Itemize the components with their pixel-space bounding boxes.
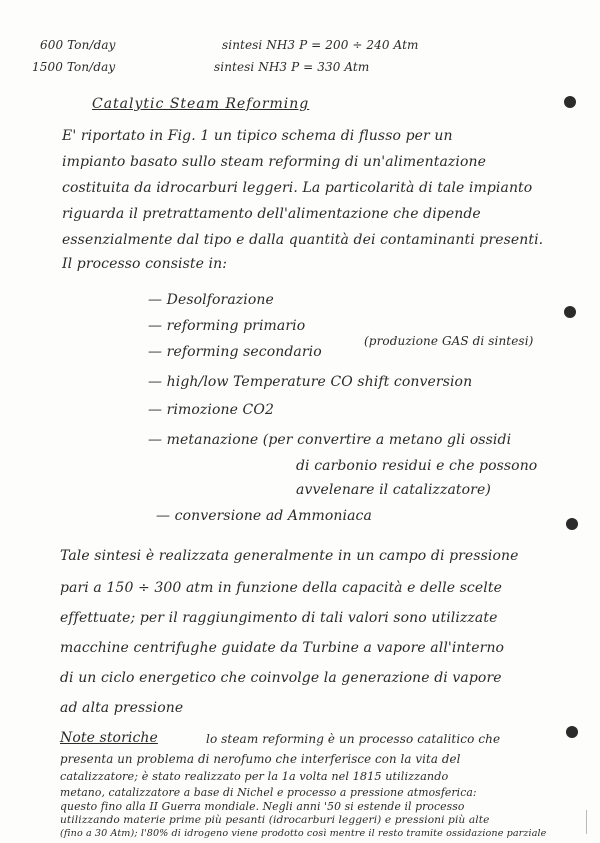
synthesis-line-2: pari a 150 ÷ 300 atm in funzione della capacità e delle scelte bbox=[60, 580, 502, 596]
step-ammoniaca: — conversione ad Ammoniaca bbox=[156, 508, 372, 524]
notes-line-1: lo steam reforming è un processo catalitico che bbox=[206, 732, 501, 746]
intro-line-3: costituita da idrocarburi leggeri. La particolarità di tale impianto bbox=[62, 180, 533, 196]
margin-mark bbox=[586, 810, 587, 834]
step-metanazione-cont-1: di carbonio residui e che possono bbox=[296, 458, 538, 474]
step-metanazione-cont-2: avvelenare il catalizzatore) bbox=[296, 482, 491, 498]
synthesis-line-4: macchine centrifughe guidate da Turbine a vapore all'interno bbox=[60, 640, 505, 656]
synthesis-line-1: Tale sintesi è realizzata generalmente in un campo di pressione bbox=[60, 548, 519, 564]
step-metanazione: — metanazione (per convertire a metano gli ossidi bbox=[148, 432, 512, 448]
notes-line-4: metano, catalizzatore a base di Nichel e processo a pressione atmosferica: bbox=[60, 786, 477, 799]
notes-label: Note storiche bbox=[60, 730, 158, 746]
notes-line-2: presenta un problema di nerofumo che interferisce con la vita del bbox=[60, 752, 461, 766]
step-rimozione-co2: — rimozione CO2 bbox=[148, 402, 274, 418]
step-shift-conversion: — high/low Temperature CO shift conversion bbox=[148, 374, 473, 390]
header-line-1-left: 600 Ton/day bbox=[40, 38, 116, 52]
step-reforming-secondario: — reforming secondario bbox=[148, 344, 322, 360]
synthesis-line-6: ad alta pressione bbox=[60, 700, 184, 716]
notes-line-3: catalizzatore; è stato realizzato per la 1a volta nel 1815 utilizzando bbox=[60, 770, 449, 783]
section-title: Catalytic Steam Reforming bbox=[92, 96, 310, 112]
step-desolforazione: — Desolforazione bbox=[148, 292, 274, 308]
intro-line-6: Il processo consiste in: bbox=[62, 256, 228, 272]
notes-line-6: utilizzando materie prime più pesanti (idrocarburi leggeri) e pressioni più alte bbox=[60, 814, 490, 826]
bracket-note: (produzione GAS di sintesi) bbox=[364, 334, 534, 348]
punch-hole-3 bbox=[566, 518, 578, 530]
punch-hole-1 bbox=[564, 96, 576, 108]
header-line-1-right: sintesi NH3 P = 200 ÷ 240 Atm bbox=[222, 38, 419, 52]
header-line-2-right: sintesi NH3 P = 330 Atm bbox=[214, 60, 370, 74]
intro-line-5: essenzialmente dal tipo e dalla quantità dei contaminanti presenti. bbox=[62, 232, 544, 248]
header-line-2-left: 1500 Ton/day bbox=[32, 60, 116, 74]
synthesis-line-5: di un ciclo energetico che coinvolge la generazione di vapore bbox=[60, 670, 502, 686]
intro-line-4: riguarda il pretrattamento dell'alimentazione che dipende bbox=[62, 206, 481, 222]
synthesis-line-3: effettuate; per il raggiungimento di tali valori sono utilizzate bbox=[60, 610, 498, 626]
notes-line-5: questo fino alla II Guerra mondiale. Negli anni '50 si estende il processo bbox=[60, 800, 465, 813]
intro-line-2: impianto basato sullo steam reforming di un'alimentazione bbox=[62, 154, 486, 170]
punch-hole-4 bbox=[566, 726, 578, 738]
punch-hole-2 bbox=[564, 306, 576, 318]
notes-line-7: (fino a 30 Atm); l'80% di idrogeno viene prodotto così mentre il resto tramite ossidazione parziale bbox=[60, 828, 547, 839]
step-reforming-primario: — reforming primario bbox=[148, 318, 306, 334]
intro-line-1: E' riportato in Fig. 1 un tipico schema di flusso per un bbox=[62, 128, 453, 144]
